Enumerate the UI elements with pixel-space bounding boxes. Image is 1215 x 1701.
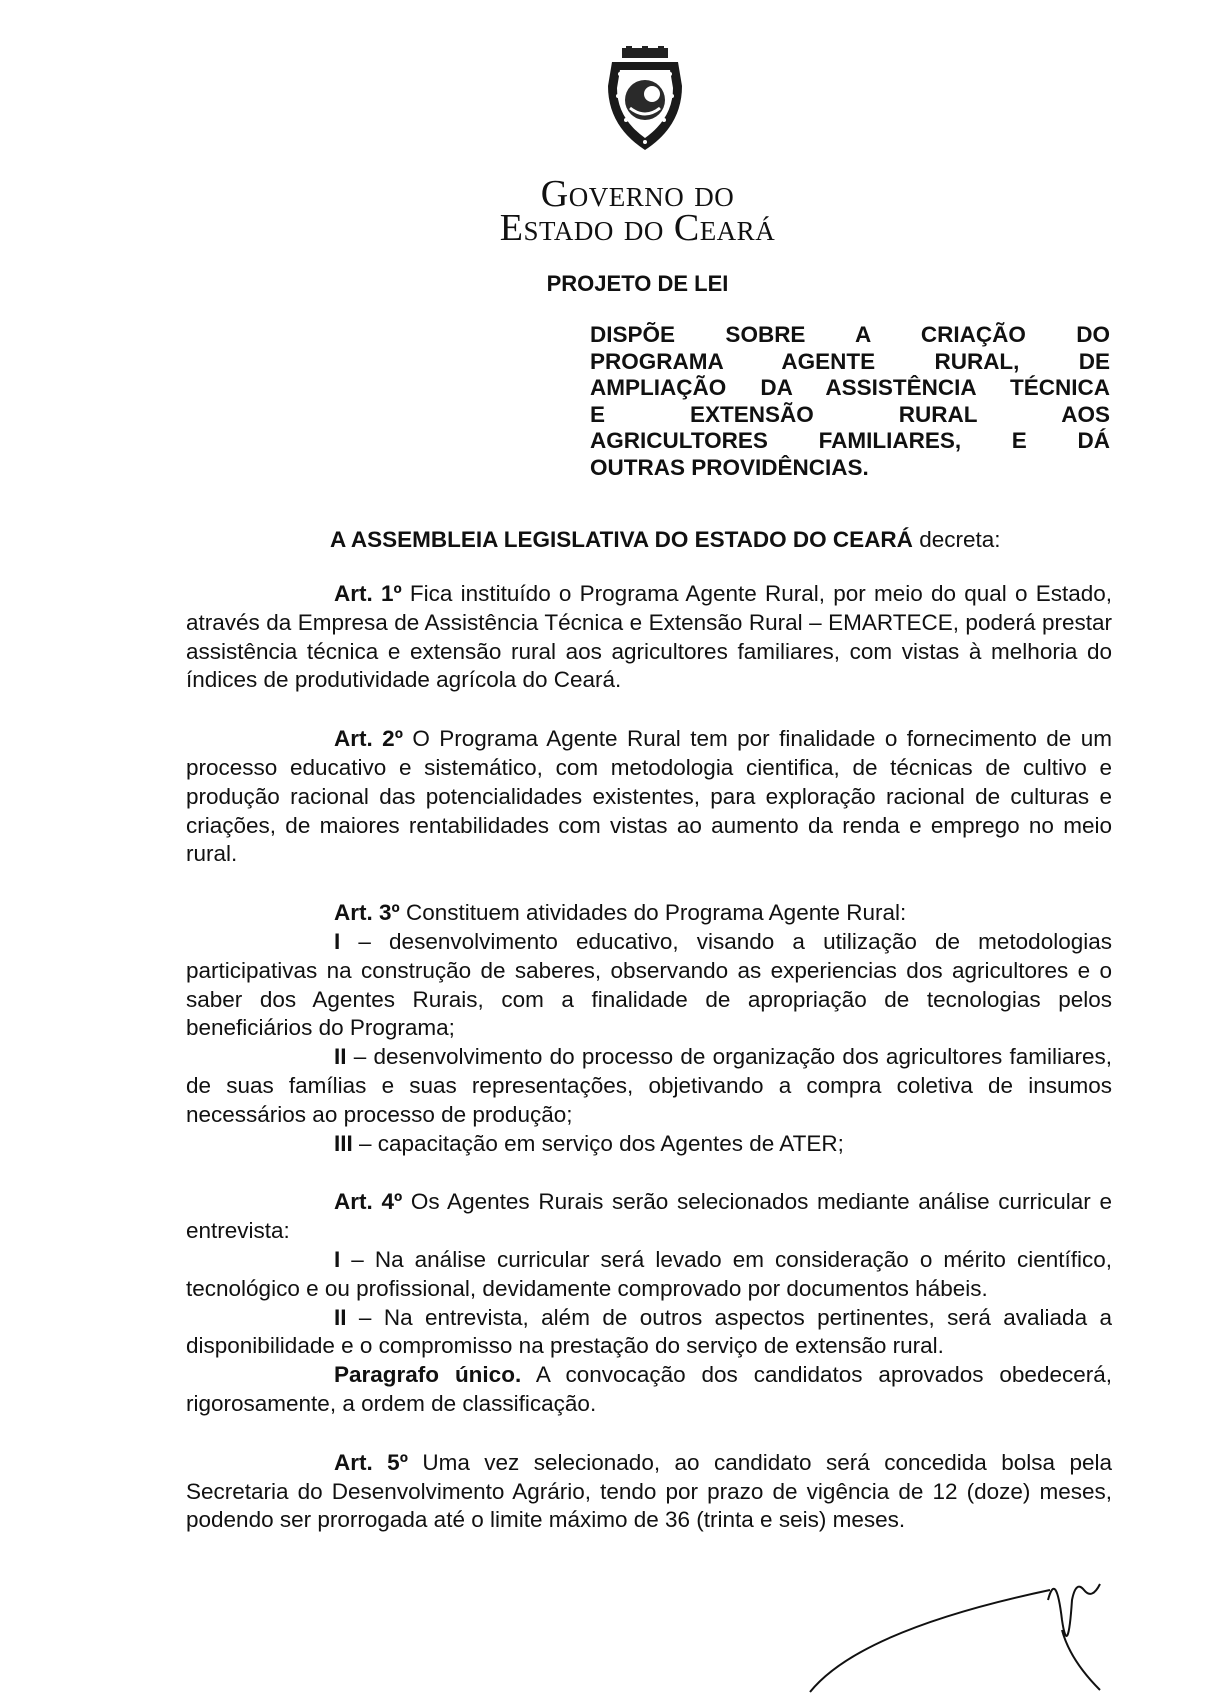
paragraph-text: A convocação dos candidatos aprovados obedecerá, rigorosamente, a ordem de classificação. (186, 1362, 1112, 1416)
item-text: – capacitação em serviço dos Agentes de ATER; (352, 1130, 844, 1156)
article-1 (186, 580, 1112, 695)
article-label: Art. 2º (334, 726, 403, 752)
article-text: Uma vez selecionado, ao candidato será concedida bolsa pela Secretaria do Desenvolvimento Agrário, tendo por prazo de vigência de 12 (doze) meses, podendo ser prorrogada até o limite máximo de 36 (trinta e seis) meses. (186, 1449, 1112, 1533)
document-title: PROJETO DE LEI (546, 271, 729, 296)
enacting-clause-rest: decreta: (912, 527, 1001, 552)
government-name-line-1: Governo do (540, 173, 735, 215)
article-label: Art. 4º (334, 1189, 403, 1215)
ementa-line: AGRICULTORES FAMILIARES, E DÁ (590, 428, 1110, 453)
article-label: Art. 5º (334, 1449, 408, 1475)
item-text: – Na entrevista, além de outros aspectos pertinentes, será avaliada a disponibilidade e o compromisso na prestação do serviço de extensão rural. (186, 1304, 1112, 1359)
article-4-sole-paragraph (186, 1361, 1112, 1419)
ementa (590, 322, 1110, 481)
article-3-item-ii (186, 1043, 1112, 1129)
ementa-line: DISPÕE SOBRE A CRIAÇÃO DO (590, 322, 1110, 347)
item-label: I (334, 1246, 341, 1272)
article-3-item-iii (186, 1130, 1112, 1159)
article-text: O Programa Agente Rural tem por finalidade o fornecimento de um processo educativo e sistemático, com metodologia cientifica, de técnicas de cultivo e produção racional das potencialidades existentes, para exploração racional de culturas e criações, de maiores rentabilidades com vistas ao aumento da renda e emprego no meio rural. (186, 726, 1112, 867)
state-coat-of-arms-icon (600, 46, 690, 152)
item-label: II (334, 1304, 347, 1330)
paragraph-label: Paragrafo único. (334, 1362, 522, 1388)
article-label: Art. 1º (334, 581, 402, 606)
article-2 (186, 725, 1112, 869)
government-name-line-2: Estado do Ceará (499, 207, 776, 249)
article-text: Fica instituído o Programa Agente Rural, por meio do qual o Estado, através da Empresa de Assistência Técnica e Extensão Rural – EMARTECE, poderá prestar assistência técnica e extensão rural aos agricultores familiares, com vistas à melhoria do índices de produtividade agrícola do Ceará. (186, 581, 1112, 693)
article-text: Os Agentes Rurais serão selecionados mediante análise curricular e entrevista: (186, 1189, 1112, 1244)
ementa-line: OUTRAS PROVIDÊNCIAS. (590, 454, 869, 480)
item-text: – desenvolvimento educativo, visando a utilização de metodologias participativas na construção de saberes, observando as experiencias dos agricultores e o saber dos Agentes Rurais, com a finalidade de apropriação de tecnologias pelos beneficiários do Programa; (186, 928, 1112, 1041)
article-text: Constituem atividades do Programa Agente Rural: (399, 900, 907, 926)
document-body (186, 580, 1112, 1535)
ementa-line: AMPLIAÇÃO DA ASSISTÊNCIA TÉCNICA (590, 375, 1110, 400)
ementa-line: PROGRAMA AGENTE RURAL, DE (590, 348, 1110, 374)
article-4-item-ii (186, 1304, 1112, 1362)
handwritten-signature-icon (800, 1560, 1120, 1700)
article-label: Art. 3º (334, 900, 400, 926)
item-label: III (334, 1130, 353, 1156)
item-label: II (334, 1044, 347, 1070)
article-3 (186, 899, 1112, 928)
ementa-line: E EXTENSÃO RURAL AOS (590, 401, 1110, 427)
item-text: – Na análise curricular será levado em consideração o mérito científico, tecnológico e ou profissional, devidamente comprovado por documentos hábeis. (186, 1246, 1112, 1301)
article-3-item-i (186, 928, 1112, 1043)
article-5 (186, 1449, 1112, 1535)
enacting-clause (330, 527, 1001, 553)
enacting-clause-bold: A ASSEMBLEIA LEGISLATIVA DO ESTADO DO CEARÁ (330, 527, 913, 552)
article-4 (186, 1188, 1112, 1246)
item-label: I (334, 928, 341, 954)
article-4-item-i (186, 1246, 1112, 1304)
item-text: – desenvolvimento do processo de organização dos agricultores familiares, de suas famílias e suas representações, objetivando a compra coletiva de insumos necessários ao processo de produção; (186, 1044, 1112, 1127)
